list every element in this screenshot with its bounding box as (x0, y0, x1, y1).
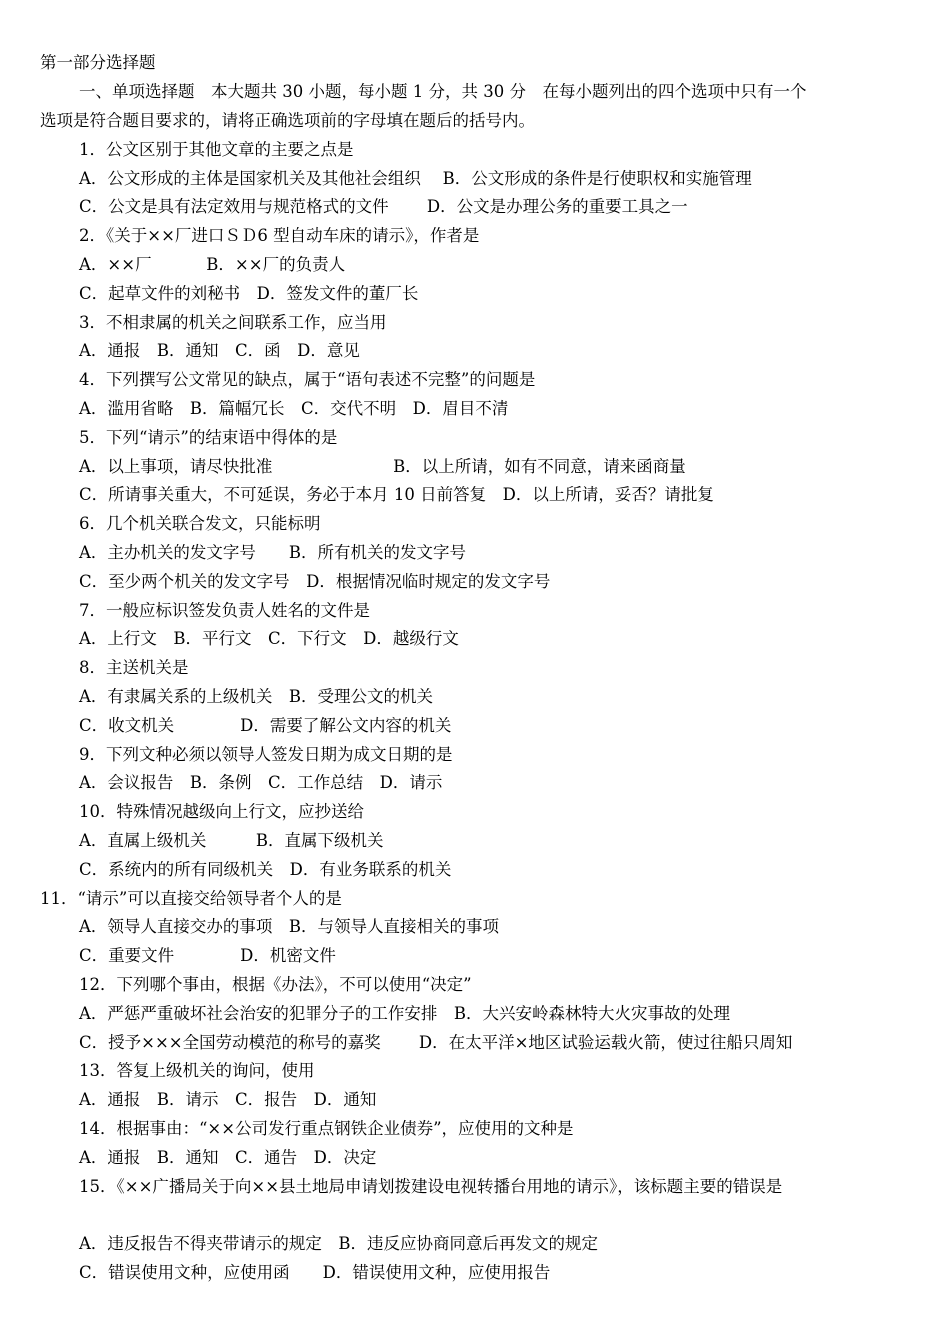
option-line: C．错误使用文种，应使用函 D．错误使用文种，应使用报告 (79, 1263, 551, 1282)
question-stem: 1．公文区别于其他文章的主要之点是 (79, 140, 354, 159)
option-line: A．通报 B．请示 C．报告 D．通知 (79, 1090, 377, 1109)
instructions-line-1: 一、单项选择题 本大题共 30 小题，每小题 1 分，共 30 分 在每小题列出的四个选项中只有一个 (79, 82, 807, 101)
option-line: A．××厂 B．××厂的负责人 (79, 255, 346, 274)
option-line: A．通报 B．通知 C．函 D．意见 (79, 341, 360, 360)
question-stem: 2．《关于××厂进口ＳＤ6 型自动车床的请示》，作者是 (79, 226, 480, 245)
section-title: 第一部分选择题 (40, 53, 156, 72)
question-stem: 5．下列“请示”的结束语中得体的是 (79, 428, 338, 447)
question-stem: 11．“请示”可以直接交给领导者个人的是 (40, 889, 342, 908)
option-line: A．领导人直接交办的事项 B．与领导人直接相关的事项 (79, 917, 500, 936)
question-stem: 15．《××广播局关于向××县土地局申请划拨建设电视转播台用地的请示》，该标题主要的错误是 (79, 1177, 783, 1196)
question-stem: 7．一般应标识签发负责人姓名的文件是 (79, 601, 370, 620)
option-line: C．重要文件 D．机密文件 (79, 946, 336, 965)
option-line: A．会议报告 B．条例 C．工作总结 D．请示 (79, 773, 443, 792)
option-line: A．严惩严重破坏社会治安的犯罪分子的工作安排 B．大兴安岭森林特大火灾事故的处理 (79, 1004, 731, 1023)
option-line: A．滥用省略 B．篇幅冗长 C．交代不明 D．眉目不清 (79, 399, 509, 418)
question-stem: 8．主送机关是 (79, 658, 189, 677)
question-stem: 4．下列撰写公文常见的缺点，属于“语句表述不完整”的问题是 (79, 370, 536, 389)
question-stem: 14．根据事由：“××公司发行重点钢铁企业债券”，应使用的文种是 (79, 1119, 574, 1138)
question-stem: 6．几个机关联合发文，只能标明 (79, 514, 321, 533)
option-line: A．有隶属关系的上级机关 B．受理公文的机关 (79, 687, 434, 706)
option-line: A．违反报告不得夹带请示的规定 B．违反应协商同意后再发文的规定 (79, 1234, 599, 1253)
option-line: C．至少两个机关的发文字号 D．根据情况临时规定的发文字号 (79, 572, 551, 591)
option-line: A．公文形成的主体是国家机关及其他社会组织 B．公文形成的条件是行使职权和实施管理 (79, 169, 752, 188)
option-line: A．主办机关的发文字号 B．所有机关的发文字号 (79, 543, 467, 562)
option-line: C．公文是具有法定效用与规范格式的文件 D．公文是办理公务的重要工具之一 (79, 197, 688, 216)
option-line: A．通报 B．通知 C．通告 D．决定 (79, 1148, 377, 1167)
option-line: C．起草文件的刘秘书 D．签发文件的董厂长 (79, 284, 419, 303)
question-stem: 13．答复上级机关的询问，使用 (79, 1061, 315, 1080)
option-line: C．收文机关 D．需要了解公文内容的机关 (79, 716, 452, 735)
question-stem: 9．下列文种必须以领导人签发日期为成文日期的是 (79, 745, 453, 764)
option-line: C．系统内的所有同级机关 D．有业务联系的机关 (79, 860, 452, 879)
option-line: C．授予×××全国劳动模范的称号的嘉奖 D．在太平洋×地区试验运载火箭，使过往船只周知 (79, 1033, 793, 1052)
option-line: A．直属上级机关 B．直属下级机关 (79, 831, 384, 850)
option-line: A．以上事项，请尽快批准 B．以上所请，如有不同意，请来函商量 (79, 457, 686, 476)
option-line: A．上行文 B．平行文 C．下行文 D．越级行文 (79, 629, 459, 648)
question-stem: 3．不相隶属的机关之间联系工作，应当用 (79, 313, 387, 332)
question-stem: 10．特殊情况越级向上行文，应抄送给 (79, 802, 364, 821)
option-line: C．所请事关重大，不可延误，务必于本月 10 日前答复 D．以上所请，妥否？请批复 (79, 485, 714, 504)
instructions-line-2: 选项是符合题目要求的，请将正确选项前的字母填在题后的括号内。 (40, 111, 535, 130)
question-stem: 12．下列哪个事由，根据《办法》，不可以使用“决定” (79, 975, 472, 994)
